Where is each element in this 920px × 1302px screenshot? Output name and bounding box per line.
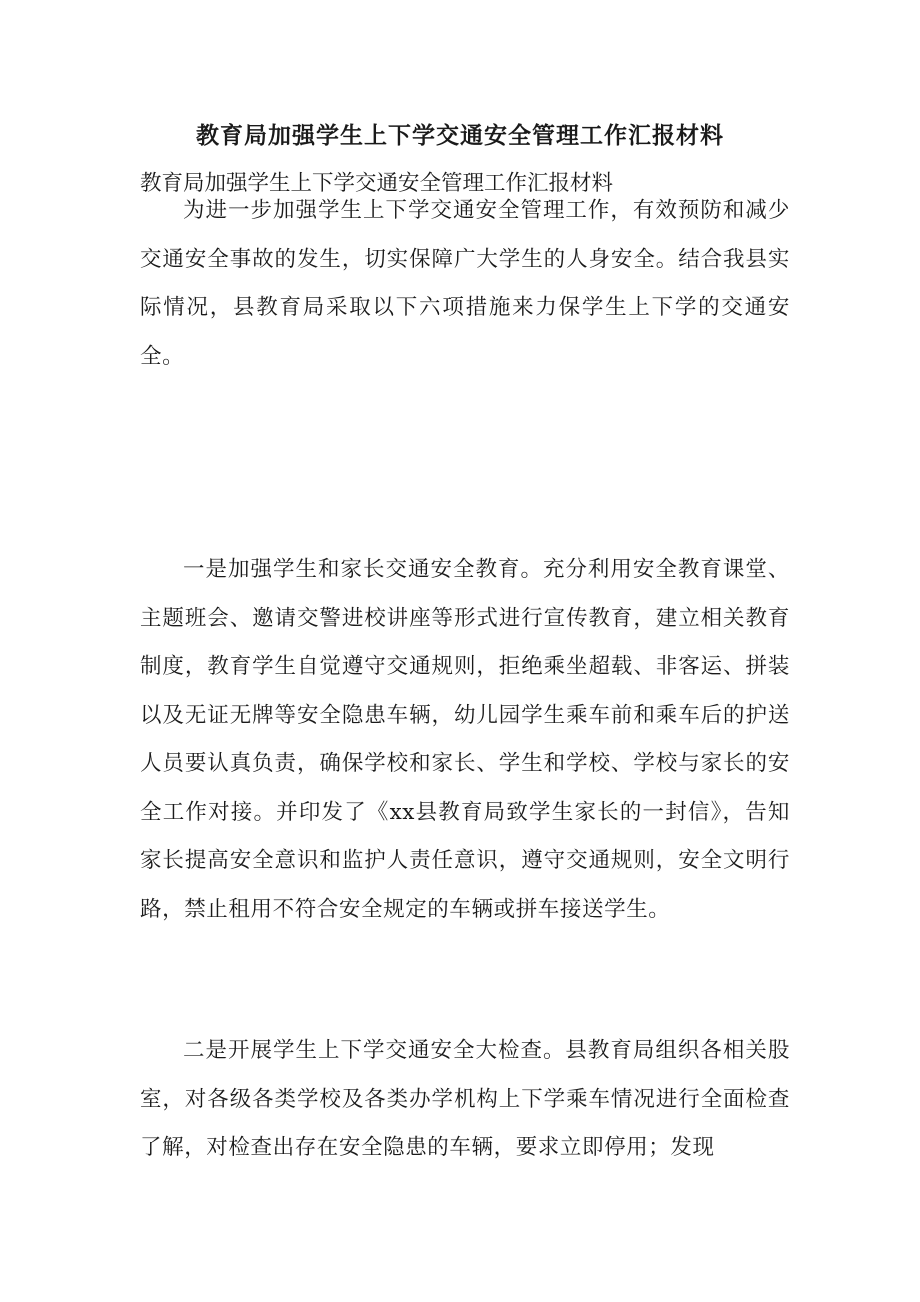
paragraph-measure-one: 一是加强学生和家长交通安全教育。充分利用安全教育课堂、主题班会、邀请交警进校讲座等形式进行宣传教育，建立相关教育制度，教育学生自觉遵守交通规则，拒绝乘坐超载、非客运、拼装以及无证无牌等安全隐患车辆，幼儿园学生乘车前和乘车后的护送人员要认真负责，确保学校和家长、学生和学校、学校与家长的安全工作对接。并印发了《xx县教育局致学生家长的一封信》，告知家长提高安全意识和监护人责任意识，遵守交通规则，安全文明行路，禁止租用不符合安全规定的车辆或拼车接送学生。 [140, 557, 790, 922]
paragraph-measure-two: 二是开展学生上下学交通安全大检查。县教育局组织各相关股室，对各级各类学校及各类办学机构上下学乘车情况进行全面检查了解，对检查出存在安全隐患的车辆，要求立即停用；发现 [140, 1038, 790, 1160]
document-subtitle: 教育局加强学生上下学交通安全管理工作汇报材料 [140, 171, 614, 196]
paragraph-intro: 为进一步加强学生上下学交通安全管理工作，有效预防和减少交通安全事故的发生，切实保障广大学生的人身安全。结合我县实际情况，县教育局采取以下六项措施来力保学生上下学的交通安全。 [140, 198, 790, 369]
document-title: 教育局加强学生上下学交通安全管理工作汇报材料 [196, 122, 724, 149]
